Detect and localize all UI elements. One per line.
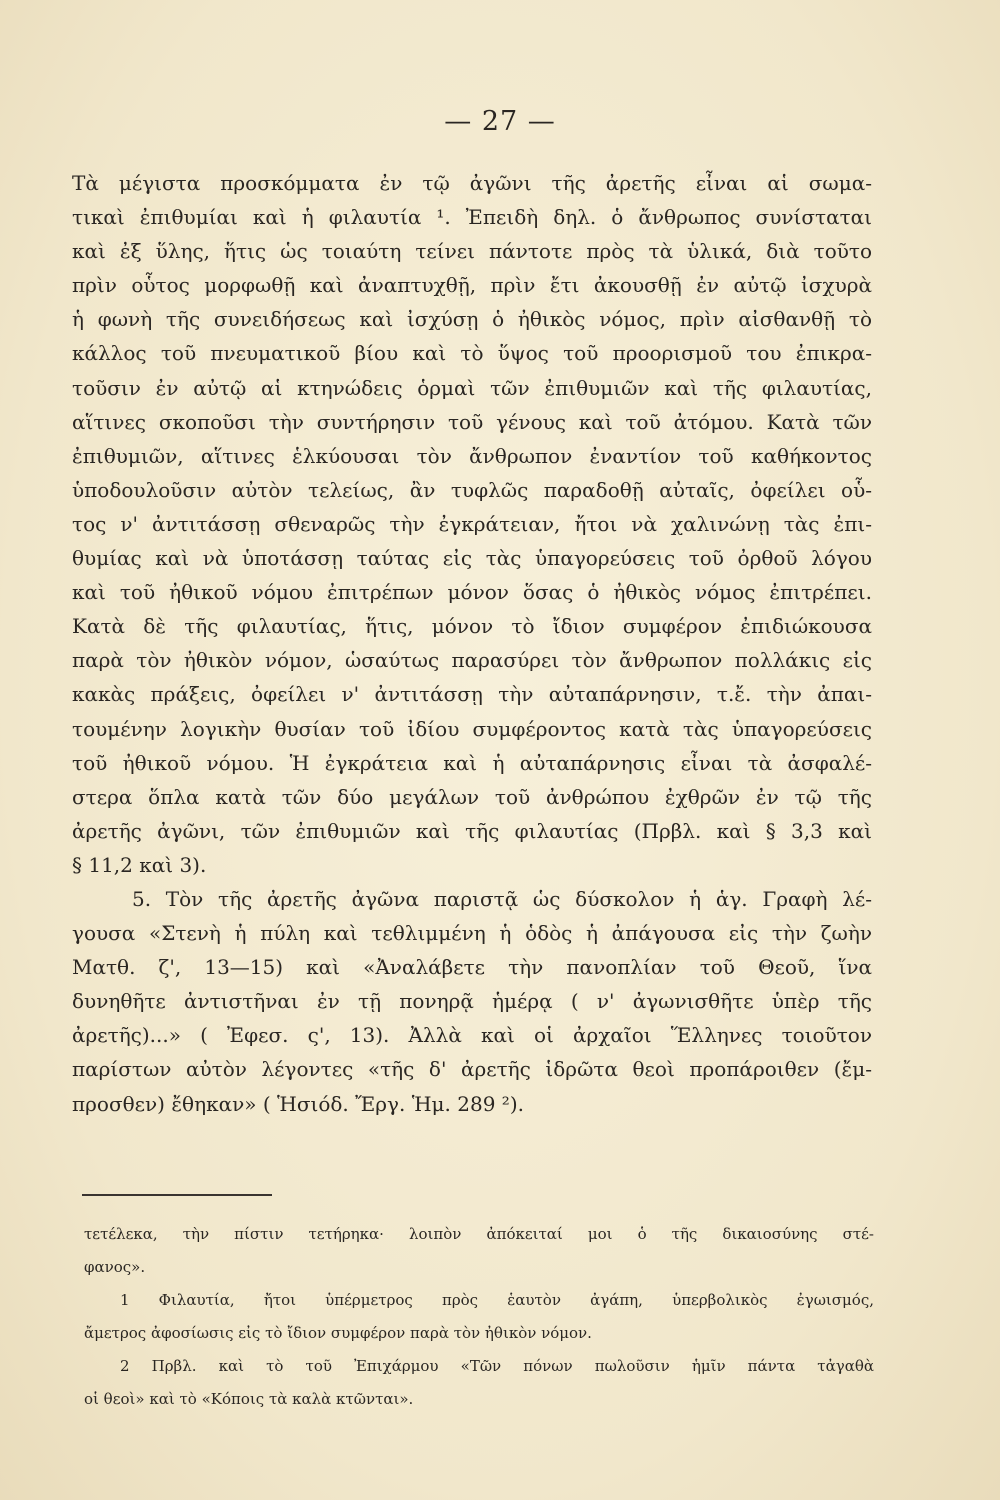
text-line: τοῦσιν ἐν αὐτῷ αἱ κτηνώδεις ὁρμαὶ τῶν ἐπιθυμιῶν καὶ τῆς φιλαυτίας, [72,375,872,400]
text-line: παρίστων αὐτὸν λέγοντες «τῆς δ' ἀρετῆς ἱδρῶτα θεοὶ προπάροιθεν (ἔμ- [72,1057,872,1082]
footnote-line: οἱ θεοὶ» καὶ τὸ «Κόποις τὰ καλὰ κτῶνται». [84,1390,414,1408]
text-line: τοῦ ἠθικοῦ νόμου. Ἡ ἐγκράτεια καὶ ἡ αὐταπάρνησις εἶναι τὰ ἀσφαλέ- [72,750,872,775]
text-line: τουμένην λογικὴν θυσίαν τοῦ ἰδίου συμφέροντος κατὰ τὰς ὑπαγορεύσεις [72,716,872,741]
text-line: τικαὶ ἐπιθυμίαι καὶ ἡ φιλαυτία ¹. Ἐπειδὴ δηλ. ὁ ἄνθρωπος συνίσταται [72,205,872,230]
footnotes [84,1218,874,1416]
text-line: Κατὰ δὲ τῆς φιλαυτίας, ἥτις, μόνον τὸ ἴδιον συμφέρον ἐπιδιώκουσα [72,614,872,639]
main-text [72,166,872,1121]
footnote-line: ἄμετρος ἀφοσίωσις εἰς τὸ ἴδιον συμφέρον παρὰ τὸν ἠθικὸν νόμον. [84,1324,592,1342]
footnote-line: τετέλεκα, τὴν πίστιν τετήρηκα· λοιπὸν ἀπόκειταί μοι ὁ τῆς δικαιοσύνης στέ- [84,1225,874,1243]
footnote-divider [82,1194,272,1196]
text-line: Ματθ. ζ', 13—15) καὶ «Ἀναλάβετε τὴν πανοπλίαν τοῦ Θεοῦ, ἵνα [72,955,872,980]
footnote-line: φανος». [84,1258,146,1276]
text-line: καὶ τοῦ ἠθικοῦ νόμου ἐπιτρέπων μόνον ὅσας ὁ ἠθικὸς νόμος ἐπιτρέπει. [72,580,872,605]
text-line: καὶ ἐξ ὕλης, ἥτις ὡς τοιαύτη τείνει πάντοτε πρὸς τὰ ὑλικά, διὰ τοῦτο [72,239,872,264]
text-line: ἐπιθυμιῶν, αἵτινες ἑλκύουσαι τὸν ἄνθρωπον ἐναντίον τοῦ καθήκοντος [72,443,872,468]
text-line: πρὶν οὗτος μορφωθῇ καὶ ἀναπτυχθῇ, πρὶν ἔτι ἀκουσθῇ ἐν αὐτῷ ἰσχυρὰ [72,273,872,298]
text-line: Τὰ μέγιστα προσκόμματα ἐν τῷ ἀγῶνι τῆς ἀρετῆς εἶναι αἱ σωμα- [72,171,872,195]
text-line: θυμίας καὶ νὰ ὑποτάσσῃ ταύτας εἰς τὰς ὑπαγορεύσεις τοῦ ὀρθοῦ λόγου [72,546,872,571]
footnote-line: 1 Φιλαυτία, ἤτοι ὑπέρμετρος πρὸς ἑαυτὸν ἀγάπη, ὑπερβολικὸς ἐγωισμός, [120,1291,874,1309]
text-line: γουσα «Στενὴ ἡ πύλη καὶ τεθλιμμένη ἡ ὁδὸς ἡ ἀπάγουσα εἰς τὴν ζωὴν [72,921,872,946]
text-line: τος ν' ἀντιτάσσῃ σθεναρῶς τὴν ἐγκράτειαν, ἤτοι νὰ χαλινώνῃ τὰς ἐπι- [72,511,872,536]
text-line: παρὰ τὸν ἠθικὸν νόμον, ὡσαύτως παρασύρει τὸν ἄνθρωπον πολλάκις εἰς [72,648,872,673]
footnote-line: 2 Πρβλ. καὶ τὸ τοῦ Ἐπιχάρμου «Τῶν πόνων πωλοῦσιν ἡμῖν πάντα τἀγαθὰ [120,1357,874,1375]
text-line: στερα ὅπλα κατὰ τῶν δύο μεγάλων τοῦ ἀνθρώπου ἐχθρῶν ἐν τῷ τῆς [72,784,872,809]
text-line: κάλλος τοῦ πνευματικοῦ βίου καὶ τὸ ὕψος τοῦ προορισμοῦ του ἐπικρα- [72,341,872,366]
text-line: ἀρετῆς ἀγῶνι, τῶν ἐπιθυμιῶν καὶ τῆς φιλαυτίας (Πρβλ. καὶ § 3,3 καὶ [72,818,872,843]
text-line: προσθεν) ἔθηκαν» ( Ἡσιόδ. Ἔργ. Ἡμ. 289 ²). [72,1091,524,1116]
text-line: ἀρετῆς)...» ( Ἐφεσ. ς', 13). Ἀλλὰ καὶ οἱ ἀρχαῖοι Ἕλληνες τοιοῦτον [72,1023,872,1048]
text-line: § 11,2 καὶ 3). [72,852,207,877]
text-line: ὑποδουλοῦσιν αὐτὸν τελείως, ἂν τυφλῶς παραδοθῇ αὐταῖς, ὀφείλει οὗ- [72,477,872,502]
page-number: — 27 — [444,106,556,137]
text-line: δυνηθῆτε ἀντιστῆναι ἐν τῇ πονηρᾷ ἡμέρᾳ ( ν' ἀγωνισθῆτε ὑπὲρ τῆς [72,989,872,1014]
text-line: αἵτινες σκοποῦσι τὴν συντήρησιν τοῦ γένους καὶ τοῦ ἀτόμου. Κατὰ τῶν [72,409,872,434]
text-line: ἡ φωνὴ τῆς συνειδήσεως καὶ ἰσχύσῃ ὁ ἠθικὸς νόμος, πρὶν αἰσθανθῇ τὸ [72,307,872,332]
text-line: 5. Τὸν τῆς ἀρετῆς ἀγῶνα παριστᾷ ὡς δύσκολον ἡ ἁγ. Γραφὴ λέ- [132,886,872,911]
text-line: κακὰς πράξεις, ὀφείλει ν' ἀντιτάσσῃ τὴν αὐταπάρνησιν, τ.ἔ. τὴν ἀπαι- [72,682,872,707]
